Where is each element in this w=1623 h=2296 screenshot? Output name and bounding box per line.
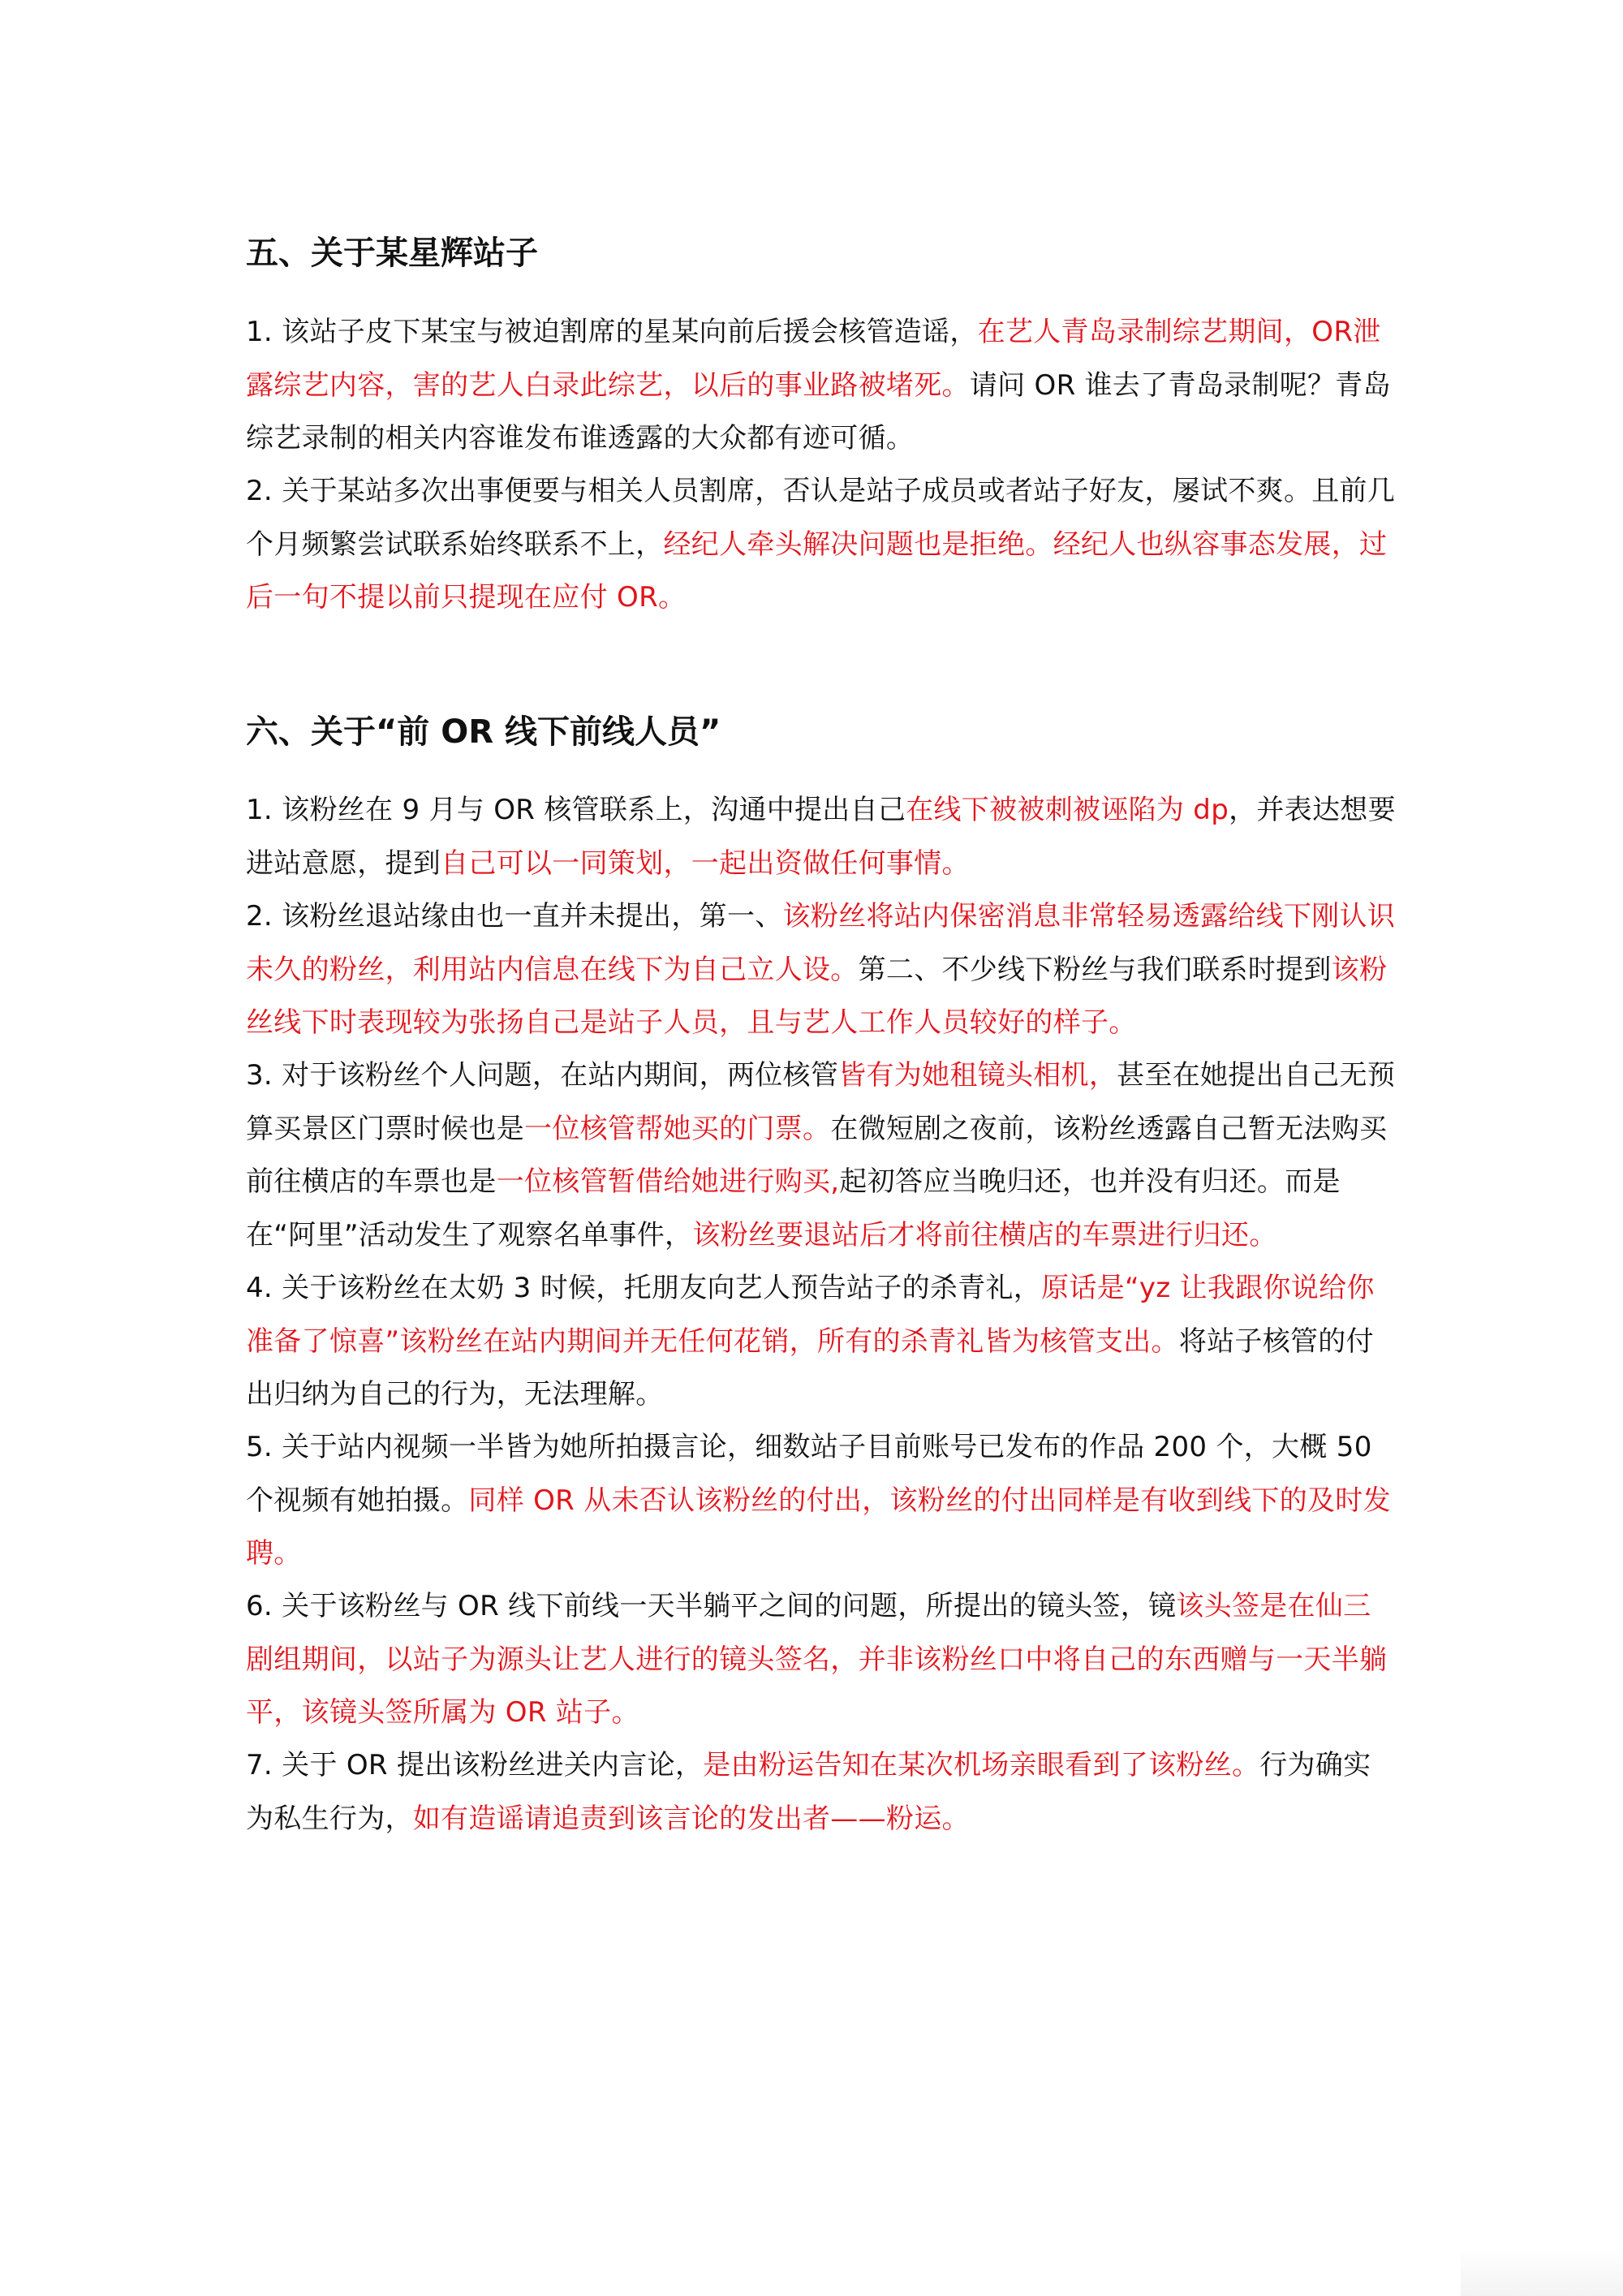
section-6-item-3 xyxy=(246,1049,1397,1262)
highlighted-text-run: 一位核管暂借给她进行购买, xyxy=(496,1165,840,1198)
text-run: 1. 该站子皮下某宝与被迫割席的星某向前后援会核管造谣， xyxy=(246,316,978,348)
text-run: 2. 该粉丝退站缘由也一直并未提出，第一、 xyxy=(246,900,783,933)
highlighted-text-run: 经纪人牵头解决问题也是拒绝。经纪人也纵容事态发展，过后一句不提以前只提现在应付 OR。 xyxy=(246,528,1388,614)
text-run: 在微短剧之夜前，该粉丝透露自己暂无法购买前往横店的车票也是 xyxy=(246,1112,1388,1198)
text-run: 甚至在她提出自己无预算买景区门票时候也是 xyxy=(246,1059,1396,1145)
section-6-item-7 xyxy=(246,1739,1397,1846)
text-run: 7. 关于 OR 提出该粉丝进关内言论， xyxy=(246,1749,704,1781)
text-run: 请问 OR 谁去了青岛录制呢？青岛综艺录制的相关内容谁发布谁透露的大众都有迹可循。 xyxy=(246,368,1391,454)
text-run: 2. 关于某站多次出事便要与相关人员割席，否认是站子成员或者站子好友，屡试不爽。且前几个月频繁尝试联系始终联系不上， xyxy=(246,475,1396,561)
section-5-item-2 xyxy=(246,465,1397,625)
highlighted-text-run: 该头签是在仙三剧组期间，以站子为源头让艺人进行的镜头签名，并非该粉丝口中将自己的东西赠与一天半躺平，该镜头签所属为 OR 站子。 xyxy=(246,1590,1388,1729)
highlighted-text-run: 该粉丝将站内保密消息非常轻易透露给线下刚认识未久的粉丝，利用站内信息在线下为自己立人设。 xyxy=(246,900,1396,986)
section-6-title: 六、关于“前 OR 线下前线人员” xyxy=(246,713,721,751)
text-run: 4. 关于该粉丝在太奶 3 时候，托朋友向艺人预告站子的杀青礼， xyxy=(246,1272,1042,1304)
section-6-item-4 xyxy=(246,1262,1397,1422)
corner-watermark xyxy=(1461,2247,1623,2296)
section-6-item-2 xyxy=(246,890,1397,1050)
section-6-item-5 xyxy=(246,1421,1397,1581)
highlighted-text-run: 如有造谣请追责到该言论的发出者——粉运。 xyxy=(412,1802,970,1835)
text-run: 起初答应当晚归还，也并没有归还。而是在“阿里”活动发生了观察名单事件， xyxy=(246,1165,1341,1251)
highlighted-text-run: 一位核管帮她买的门票。 xyxy=(524,1112,831,1145)
section-6-item-1 xyxy=(246,784,1397,890)
highlighted-text-run: 该粉丝线下时表现较为张扬自己是站子人员，且与艺人工作人员较好的样子。 xyxy=(246,953,1388,1039)
text-run: 6. 关于该粉丝与 OR 线下前线一天半躺平之间的问题，所提出的镜头签，镜 xyxy=(246,1590,1177,1622)
section-6-item-6 xyxy=(246,1580,1397,1740)
text-run: 第二、不少线下粉丝与我们联系时提到 xyxy=(858,953,1332,986)
highlighted-text-run: 该粉丝要退站后才将前往横店的车票进行归还。 xyxy=(692,1218,1277,1251)
highlighted-text-run: 皆有为她租镜头相机， xyxy=(838,1059,1117,1092)
text-run: 3. 对于该粉丝个人问题，在站内期间，两位核管 xyxy=(246,1059,839,1092)
text-run: 将站子核管的付出归纳为自己的行为，无法理解。 xyxy=(246,1325,1374,1411)
highlighted-text-run: 原话是“yz 让我跟你说给你准备了惊喜”该粉丝在站内期间并无任何花销，所有的杀青礼皆为核管支出。 xyxy=(246,1272,1375,1358)
text-run: 行为确实为私生行为， xyxy=(246,1749,1371,1835)
section-5-item-1 xyxy=(246,306,1397,466)
highlighted-text-run: 同样 OR 从未否认该粉丝的付出，该粉丝的付出同样是有收到线下的及时发聘。 xyxy=(246,1484,1391,1570)
highlighted-text-run: 在线下被被刺被诬陷为 dp xyxy=(906,794,1229,826)
text-run: 1. 该粉丝在 9 月与 OR 核管联系上，沟通中提出自己 xyxy=(246,794,906,826)
text-run: 5. 关于站内视频一半皆为她所拍摄言论，细数站子目前账号已发布的作品 200 个，大概 50 个视频有她拍摄。 xyxy=(246,1431,1372,1517)
highlighted-text-run: 是由粉运告知在某次机场亲眼看到了该粉丝。 xyxy=(703,1749,1260,1781)
highlighted-text-run: 在艺人青岛录制综艺期间，OR泄露综艺内容，害的艺人白录此综艺，以后的事业路被堵死。 xyxy=(246,316,1381,402)
highlighted-text-run: 自己可以一同策划，一起出资做任何事情。 xyxy=(441,846,970,880)
section-5-title: 五、关于某星辉站子 xyxy=(246,235,538,272)
text-run: ，并表达想要进站意愿，提到 xyxy=(246,794,1396,880)
